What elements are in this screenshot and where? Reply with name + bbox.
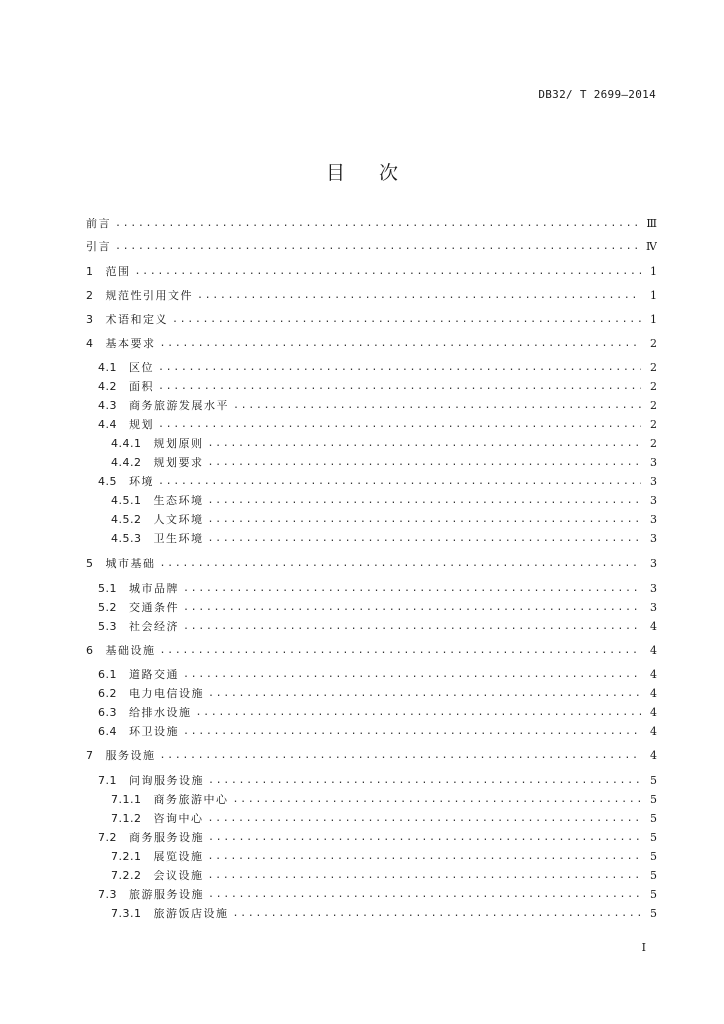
toc-entry[interactable] [86,794,657,806]
toc-entry-page: 5 [650,889,657,901]
toc-entry-number: 7.3.1 [111,908,142,920]
toc-entry[interactable] [86,514,657,526]
toc-leader-dots [183,669,641,681]
document-code: DB32/ T 2699—2014 [538,88,656,101]
toc-entry-number: 6.2 [98,688,117,700]
toc-entry-number: 5.3 [98,621,117,633]
toc-entry-text: 规划要求 [153,457,204,469]
toc-leader-dots [208,438,642,450]
toc-entry-number: 6.4 [98,726,117,738]
toc-leader-dots [233,908,642,920]
toc-entry[interactable] [86,832,657,844]
toc-entry-number: 7.1 [98,775,117,787]
toc-entry-label [111,908,229,920]
toc-entry-label [98,602,179,614]
toc-entry-page: 4 [650,669,657,681]
toc-entry-text: 旅游饭店设施 [153,908,229,920]
toc-entry-label [111,851,204,863]
toc-entry-page: 3 [650,476,657,488]
toc-entry-text: 给排水设施 [129,707,192,719]
toc-entry-number: 7 [86,750,94,762]
toc-entry[interactable] [86,602,657,614]
toc-entry[interactable] [86,533,657,545]
toc-entry[interactable] [86,669,657,681]
toc-entry[interactable] [86,419,657,431]
toc-entry-page: 5 [650,813,657,825]
toc-entry[interactable] [86,495,657,507]
toc-entry-number: 6.3 [98,707,117,719]
toc-entry-label [98,419,154,431]
toc-entry-text: 基本要求 [105,338,156,350]
toc-entry-page: 4 [650,707,657,719]
toc-leader-dots [208,870,642,882]
toc-entry[interactable] [86,558,657,570]
toc-entry-label [98,381,154,393]
toc-entry[interactable] [86,726,657,738]
toc-entry[interactable] [86,583,657,595]
toc-entry-page: 4 [650,688,657,700]
toc-entry-number: 7.3 [98,889,117,901]
toc-entry-label [86,750,156,762]
toc-entry-text: 城市基础 [105,558,156,570]
toc-entry-text: 商务旅游发展水平 [129,400,229,412]
toc-leader-dots [158,476,641,488]
toc-entry-label [98,476,154,488]
toc-entry-number: 5.2 [98,602,117,614]
toc-leader-dots [208,514,642,526]
toc-entry-text: 生态环境 [153,495,204,507]
toc-entry-text: 环卫设施 [129,726,179,738]
toc-entry-label [86,290,193,302]
toc-entry-number: 4.5 [98,476,117,488]
toc-leader-dots [208,688,641,700]
toc-entry-text: 展览设施 [153,851,204,863]
toc-leader-dots [208,851,642,863]
toc-entry-page: 3 [650,558,657,570]
toc-entry[interactable] [86,621,657,633]
toc-entry[interactable] [86,908,657,920]
toc-entry[interactable] [86,775,657,787]
toc-entry-label [98,707,192,719]
toc-entry-page: Ⅳ [646,241,657,253]
toc-entry-page: 5 [650,775,657,787]
toc-leader-dots [158,381,641,393]
toc-entry[interactable] [86,476,657,488]
toc-entry-text: 范围 [105,266,131,278]
toc-leader-dots [197,290,641,302]
toc-entry-label [86,314,168,326]
toc-entry[interactable] [86,438,657,450]
toc-entry[interactable] [86,381,657,393]
toc-leader-dots [115,218,640,230]
toc-entry-page: 4 [650,621,657,633]
toc-entry-number: 7.2 [98,832,117,844]
toc-entry-number: 7.1.2 [111,813,142,825]
toc-entry-number: 7.2.2 [111,870,142,882]
toc-entry-text: 前言 [86,218,111,230]
toc-entry-page: 3 [650,533,657,545]
toc-entry-number: 4 [86,338,94,350]
toc-entry[interactable] [86,645,657,657]
toc-entry-label [98,400,229,412]
toc-entry-text: 环境 [129,476,154,488]
toc-entry-page: 3 [650,495,657,507]
toc-entry-text: 术语和定义 [105,314,168,326]
toc-entry-label [86,218,111,230]
toc-entry-label [86,266,131,278]
toc-entry-number: 6 [86,645,94,657]
toc-entry-text: 规划原则 [153,438,204,450]
toc-entry-page: 2 [650,419,657,431]
toc-entry-label [86,558,156,570]
toc-entry-page: 3 [650,514,657,526]
toc-entry-text: 道路交通 [129,669,179,681]
toc-entry-label [111,533,204,545]
toc-entry-text: 规划 [129,419,154,431]
toc-leader-dots [183,726,641,738]
toc-entry-text: 交通条件 [129,602,179,614]
toc-entry-number: 7.1.1 [111,794,142,806]
toc-entry[interactable] [86,707,657,719]
toc-leader-dots [172,314,641,326]
toc-entry-text: 区位 [129,362,154,374]
toc-entry[interactable] [86,750,657,762]
toc-entry-number: 4.4 [98,419,117,431]
toc-entry[interactable] [86,241,657,253]
toc-entry-label [98,669,179,681]
toc-entry[interactable] [86,218,657,230]
toc-entry-page: 5 [650,851,657,863]
toc-entry-label [98,688,204,700]
toc-entry-page: 4 [650,726,657,738]
toc-entry-label [98,832,204,844]
toc-entry-number: 3 [86,314,94,326]
page-title: 目 次 [325,162,413,184]
toc-entry-label [111,457,204,469]
toc-entry-page: 3 [650,602,657,614]
toc-entry-label [86,241,111,253]
toc-entry-number: 4.5.1 [111,495,142,507]
toc-leader-dots [208,495,642,507]
toc-entry-page: 4 [650,645,657,657]
toc-entry[interactable] [86,870,657,882]
toc-entry-number: 5.1 [98,583,117,595]
toc-entry-number: 4.5.2 [111,514,142,526]
toc-entry-text: 城市品牌 [129,583,179,595]
toc-entry-page: 5 [650,794,657,806]
toc-entry-number: 4.4.1 [111,438,142,450]
toc-entry-label [111,870,204,882]
toc-entry-page: 1 [650,266,657,278]
toc-leader-dots [115,241,640,253]
toc-entry[interactable] [86,457,657,469]
toc-entry-label [86,338,156,350]
toc-entry-text: 商务服务设施 [129,832,204,844]
toc-entry-text: 引言 [86,241,111,253]
toc-entry-page: 5 [650,832,657,844]
toc-entry-page: 3 [650,583,657,595]
toc-entry-label [111,514,204,526]
toc-leader-dots [160,338,642,350]
toc-leader-dots [160,645,642,657]
toc-entry[interactable] [86,813,657,825]
toc-leader-dots [208,457,642,469]
toc-entry-text: 商务旅游中心 [153,794,229,806]
toc-entry-text: 服务设施 [105,750,156,762]
toc-leader-dots [135,266,642,278]
toc-entry-label [111,794,229,806]
toc-entry[interactable] [86,290,657,302]
toc-leader-dots [233,794,642,806]
toc-entry-label [111,813,204,825]
toc-leader-dots [158,362,641,374]
toc-leader-dots [196,707,642,719]
toc-entry-text: 基础设施 [105,645,156,657]
toc-entry-number: 4.2 [98,381,117,393]
toc-entry-number: 2 [86,290,94,302]
toc-entry-label [111,495,204,507]
toc-entry-label [98,583,179,595]
toc-entry-label [98,775,204,787]
toc-leader-dots [158,419,641,431]
toc-entry[interactable] [86,889,657,901]
toc-entry[interactable] [86,314,657,326]
toc-entry-text: 电力电信设施 [129,688,204,700]
toc-entry[interactable] [86,400,657,412]
toc-entry-label [98,889,204,901]
toc-leader-dots [208,775,641,787]
toc-leader-dots [160,750,642,762]
toc-leader-dots [183,583,641,595]
toc-entry-label [98,362,154,374]
toc-leader-dots [208,533,642,545]
toc-leader-dots [208,832,641,844]
toc-entry-page: 2 [650,400,657,412]
toc-entry-number: 4.4.2 [111,457,142,469]
toc-entry-page: 4 [650,750,657,762]
footer-page-number: I [641,941,646,954]
toc-entry-label [86,645,156,657]
toc-entry-text: 会议设施 [153,870,204,882]
toc-entry-label [98,621,179,633]
toc-entry[interactable] [86,338,657,350]
toc-leader-dots [233,400,641,412]
toc-entry-number: 1 [86,266,94,278]
toc-entry[interactable] [86,688,657,700]
toc-entry-page: 5 [650,908,657,920]
toc-entry-number: 4.5.3 [111,533,142,545]
toc-leader-dots [183,602,641,614]
toc-entry-text: 旅游服务设施 [129,889,204,901]
toc-entry-number: 4.3 [98,400,117,412]
toc-entry-page: 2 [650,438,657,450]
toc-entry-text: 问询服务设施 [129,775,204,787]
toc-entry-number: 6.1 [98,669,117,681]
toc-entry-number: 5 [86,558,94,570]
toc-entry[interactable] [86,362,657,374]
toc-leader-dots [183,621,641,633]
toc-entry-page: 1 [650,314,657,326]
toc-entry-label [111,438,204,450]
toc-entry[interactable] [86,266,657,278]
toc-entry-number: 4.1 [98,362,117,374]
toc-entry-page: Ⅲ [646,218,657,230]
toc-entry-text: 卫生环境 [153,533,204,545]
toc-entry-text: 咨询中心 [153,813,204,825]
toc-entry-text: 面积 [129,381,154,393]
toc-leader-dots [160,558,642,570]
toc-entry-text: 人文环境 [153,514,204,526]
toc-entry-text: 规范性引用文件 [105,290,193,302]
toc-entry-page: 1 [650,290,657,302]
toc-entry[interactable] [86,851,657,863]
toc-entry-page: 5 [650,870,657,882]
toc-entry-page: 2 [650,381,657,393]
toc-leader-dots [208,813,642,825]
toc-entry-number: 7.2.1 [111,851,142,863]
toc-entry-page: 2 [650,338,657,350]
toc-entry-label [98,726,179,738]
toc-entry-page: 3 [650,457,657,469]
toc-entry-text: 社会经济 [129,621,179,633]
toc-entry-page: 2 [650,362,657,374]
toc-leader-dots [208,889,641,901]
